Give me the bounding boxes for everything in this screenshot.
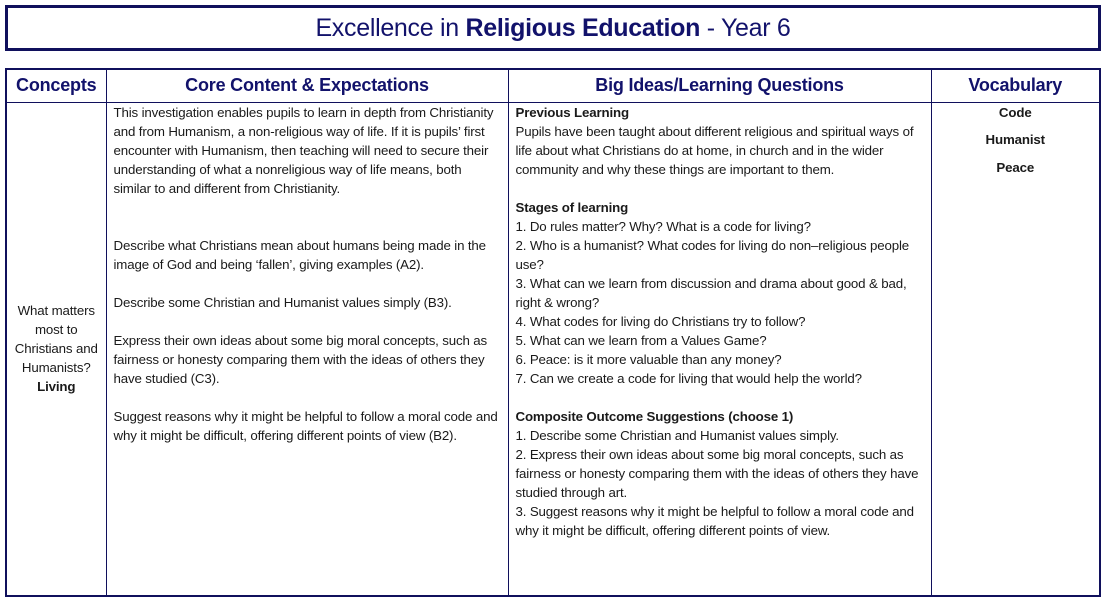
big-ideas-cell: [508, 102, 931, 596]
previous-learning-heading: Previous Learning: [515, 104, 629, 120]
page-title: [5, 5, 1101, 51]
header-core-content: Core Content & Expectations: [106, 69, 508, 102]
concept-question: What matters most to Christians and Humanists?: [14, 303, 98, 376]
header-big-ideas: Big Ideas/Learning Questions: [508, 69, 931, 102]
stages-heading: Stages of learning: [515, 199, 629, 215]
title-subject: Religious Education: [465, 13, 701, 42]
outcomes-heading: Composite Outcome Suggestions (choose 1): [515, 408, 794, 424]
list-item: 1. Describe some Christian and Humanist values simply.: [515, 427, 839, 443]
previous-learning-text: Pupils have been taught about different religious and spiritual ways of life about what Christians do at home, in church and in the wider community and why these things are important to them.: [515, 123, 914, 177]
vocabulary-item: Peace: [996, 159, 1035, 175]
list-item: 3. Suggest reasons why it might be helpful to follow a moral code and why it might be difficult, offering different points of view.: [515, 503, 914, 538]
vocabulary-item: Humanist: [985, 132, 1045, 147]
concept-theme: Living: [37, 379, 76, 395]
list-item: 5. What can we learn from a Values Game?: [515, 332, 767, 348]
list-item: 7. Can we create a code for living that would help the world?: [515, 370, 862, 386]
stages-list: [516, 217, 925, 388]
core-expectation: Suggest reasons why it might be helpful to follow a moral code and why it might be difficult, offering different points of view (B2).: [113, 408, 498, 443]
title-suffix: - Year 6: [700, 13, 791, 42]
header-vocabulary: Vocabulary: [931, 69, 1100, 102]
list-item: 2. Who is a humanist? What codes for living do non–religious people use?: [515, 237, 910, 272]
list-item: 1. Do rules matter? Why? What is a code for living?: [515, 218, 811, 234]
header-concepts: Concepts: [6, 69, 106, 102]
core-expectation: Express their own ideas about some big moral concepts, such as fairness or honesty comparing them with the ideas of others they have studied (C3).: [113, 332, 488, 386]
list-item: 4. What codes for living do Christians try to follow?: [515, 313, 806, 329]
vocabulary-cell: [931, 102, 1100, 596]
core-intro: This investigation enables pupils to learn in depth from Christianity and from Humanism, a non-religious way of life. If it is pupils’ first encounter with Humanism, then teaching will need to secure their understanding of what a nonreligious way of life means, both similar to and different from Christianity.: [113, 104, 494, 196]
table-row: [6, 102, 1100, 596]
concepts-cell: [6, 102, 106, 596]
vocabulary-item: Code: [998, 104, 1032, 120]
list-item: 2. Express their own ideas about some big moral concepts, such as fairness or honesty comparing them with the ideas of others they have studied through art.: [515, 446, 919, 500]
core-content-cell: [106, 102, 508, 596]
core-expectation: Describe some Christian and Humanist values simply (B3).: [113, 294, 452, 310]
list-item: 3. What can we learn from discussion and drama about good & bad, right & wrong?: [515, 275, 907, 310]
curriculum-table: [5, 68, 1101, 597]
list-item: 6. Peace: is it more valuable than any money?: [515, 351, 782, 367]
title-prefix: Excellence in: [315, 13, 466, 42]
header-row: [6, 69, 1100, 102]
core-expectation: Describe what Christians mean about humans being made in the image of God and being ‘fallen’, giving examples (A2).: [113, 237, 486, 272]
outcomes-list: [516, 426, 925, 540]
